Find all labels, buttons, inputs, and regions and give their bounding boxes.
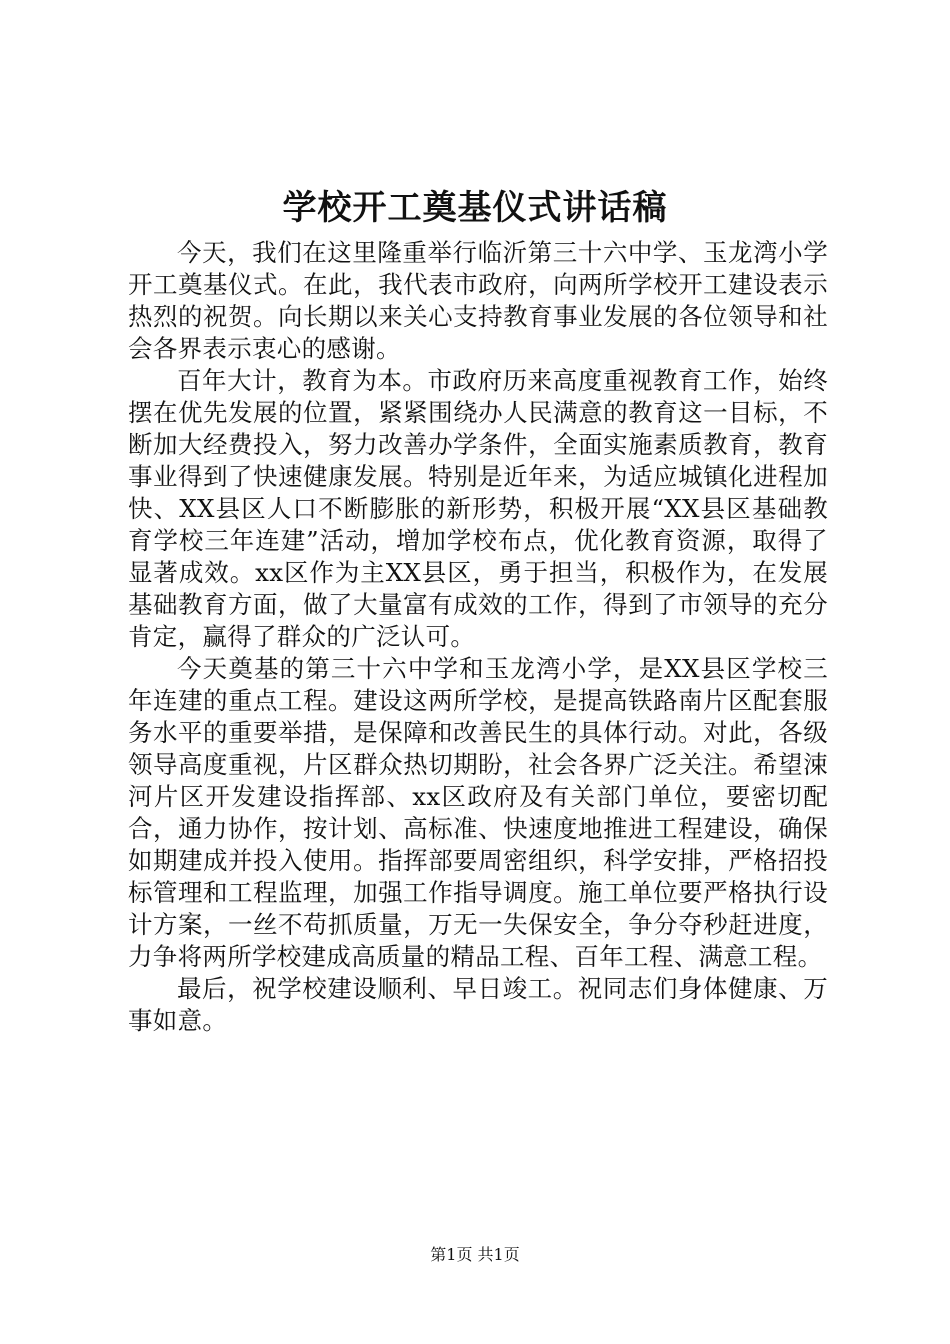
document-title: 学校开工奠基仪式讲话稿 bbox=[282, 188, 668, 228]
paragraph: 百年大计，教育为本。市政府历来高度重视教育工作，始终摆在优先发展的位置，紧紧围绕办人民满意的教育这一目标，不断加大经费投入，努力改善办学条件，全面实施素质教育，教育事业得到了快速健康发展。特别是近年来，为适应城镇化进程加快、XX县区人口不断膨胀的新形势，积极开展“XX县区基础教育学校三年连建”活动，增加学校布点，优化教育资源，取得了显著成效。xx区作为主XX县区，勇于担当，积极作为，在发展基础教育方面，做了大量富有成效的工作，得到了市领导的充分肯定，赢得了群众的广泛认可。 bbox=[128, 366, 828, 651]
paragraph: 最后，祝学校建设顺利、早日竣工。祝同志们身体健康、万事如意。 bbox=[128, 974, 828, 1035]
paragraph: 今天奠基的第三十六中学和玉龙湾小学，是XX县区学校三年连建的重点工程。建设这两所学校，是提高铁路南片区配套服务水平的重要举措，是保障和改善民生的具体行动。对此，各级领导高度重视，片区群众热切期盼，社会各界广泛关注。希望涑河片区开发建设指挥部、xx区政府及有关部门单位，要密切配合，通力协作，按计划、高标准、快速度地推进工程建设，确保如期建成并投入使用。指挥部要周密组织，科学安排，严格招投标管理和工程监理，加强工作指导调度。施工单位要严格执行设计方案，一丝不苟抓质量，万无一失保安全，争分夺秒赶进度，力争将两所学校建成高质量的精品工程、百年工程、满意工程。 bbox=[128, 654, 828, 971]
page-footer: 第1页 共1页 bbox=[430, 1245, 520, 1264]
paragraph: 今天，我们在这里隆重举行临沂第三十六中学、玉龙湾小学开工奠基仪式。在此，我代表市政府，向两所学校开工建设表示热烈的祝贺。向长期以来关心支持教育事业发展的各位领导和社会各界表示衷心的感谢。 bbox=[128, 238, 828, 363]
document-body bbox=[128, 237, 828, 1037]
